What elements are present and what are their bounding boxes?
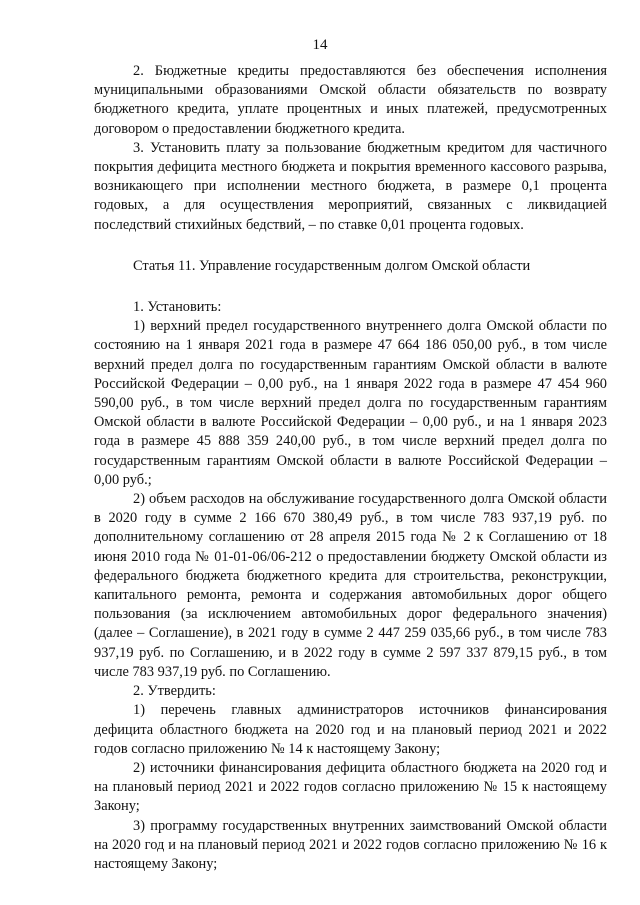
paragraph-budget-credits-2: 2. Бюджетные кредиты предоставляются без обеспечения исполнения муниципальными образованиями Омской области обязательств по возврату бюджетного кредита, уплате процентных и иных платежей, предусмотренных договором о предоставлении бюджетного кредита. — [94, 63, 607, 137]
paragraph-budget-credits-3: 3. Установить плату за пользование бюджетным кредитом для частичного покрытия дефицита местного бюджета и покрытия временного кассового разрыва, возникающего при исполнении местного бюджета, в размере 0,1 процента годовых, а для осуществления мероприятий, связанных с ликвидацией последствий стихийных бедствий, – по ставке 0,01 процента годовых. — [94, 139, 607, 233]
paragraph-approve-2: 2) источники финансирования дефицита областного бюджета на 2020 год и на плановый период 2021 и 2022 годов согласно приложению № 15 к настоящему Закону; — [94, 759, 607, 815]
paragraph-approve-3: 3) программу государственных внутренних заимствований Омской области на 2020 год и на плановый период 2021 и 2022 годов согласно приложению № 16 к настоящему Закону; — [94, 817, 607, 872]
article-title: Статья 11. Управление государственным долгом Омской области — [133, 257, 531, 274]
paragraph-approve-1: 1) перечень главных администраторов источников финансирования дефицита областного бюджета на 2020 год и на плановый период 2021 и 2022 годов согласно приложению № 14 к настоящему Закону; — [94, 702, 607, 757]
paragraph-approve: 2. Утвердить: — [133, 683, 216, 700]
paragraph-establish: 1. Установить: — [133, 299, 222, 316]
paragraph-debt-limit: 1) верхний предел государственного внутреннего долга Омской области по состоянию на 1 января 2021 года в размере 47 664 186 050,00 руб., в том числе верхний предел долга по государственным гарантиям Омской области в валюте Российской Федерации – 0,00 руб., на 1 января 2022 года в размере 47 454 960 590,00 руб., в том числе верхний предел долга по государственным гарантиям Омской области в валюте Российской Федерации – 0,00 руб., и на 1 января 2023 года в размере 45 888 359 240,00 руб., в том числе верхний предел долга по государственным гарантиям Омской области в валюте Российской Федерации – 0,00 руб.; — [94, 318, 607, 488]
document-body — [94, 62, 607, 874]
page-number: 14 — [312, 37, 328, 53]
paragraph-debt-service: 2) объем расходов на обслуживание государственного долга Омской области в 2020 году в сумме 2 166 670 380,49 руб., в том числе 783 937,19 руб. по дополнительному соглашению от 28 апреля 2015 года № 2 к Соглашению от 18 июня 2010 года № 01-01-06/06-212 о предоставлении бюджету Омской области из федерального бюджета бюджетного кредита для строительства, реконструкции, капитального ремонта, ремонта и содержания автомобильных дорог общего пользования (за исключением автомобильных дорог федерального значения) (далее – Соглашение), в 2021 году в сумме 2 447 259 035,66 руб., в том числе 783 937,19 руб. по Соглашению, и в 2022 году в сумме 2 597 337 879,15 руб., в том числе 783 937,19 руб. по Соглашению. — [94, 491, 607, 680]
